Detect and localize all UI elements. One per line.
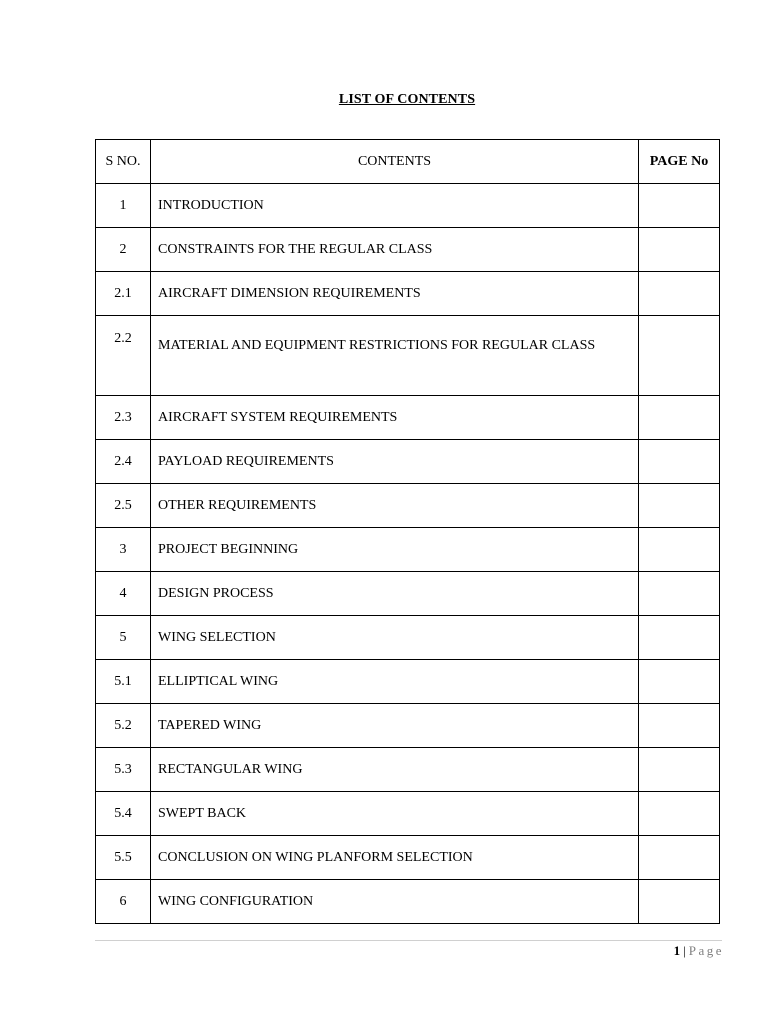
row-page bbox=[639, 440, 720, 484]
table-row bbox=[96, 616, 720, 660]
table-row bbox=[96, 484, 720, 528]
page-title: LIST OF CONTENTS bbox=[338, 92, 476, 107]
row-page bbox=[639, 704, 720, 748]
row-page bbox=[639, 660, 720, 704]
row-page bbox=[639, 396, 720, 440]
table-row bbox=[96, 228, 720, 272]
table-row bbox=[96, 836, 720, 880]
row-page bbox=[639, 748, 720, 792]
row-sno: 6 bbox=[96, 880, 151, 924]
row-sno: 2.2 bbox=[96, 316, 151, 396]
row-content: MATERIAL AND EQUIPMENT RESTRICTIONS FOR REGULAR CLASS bbox=[151, 316, 639, 396]
row-content: ELLIPTICAL WING bbox=[151, 660, 639, 704]
table-row bbox=[96, 396, 720, 440]
row-content: CONSTRAINTS FOR THE REGULAR CLASS bbox=[151, 228, 639, 272]
row-page bbox=[639, 836, 720, 880]
footer-divider bbox=[95, 940, 722, 941]
row-page bbox=[639, 228, 720, 272]
row-sno: 5.2 bbox=[96, 704, 151, 748]
row-page bbox=[639, 316, 720, 396]
row-sno: 2 bbox=[96, 228, 151, 272]
table-row bbox=[96, 660, 720, 704]
header-sno: S NO. bbox=[96, 140, 151, 184]
row-content: CONCLUSION ON WING PLANFORM SELECTION bbox=[151, 836, 639, 880]
row-sno: 5.3 bbox=[96, 748, 151, 792]
row-content: AIRCRAFT DIMENSION REQUIREMENTS bbox=[151, 272, 639, 316]
row-sno: 5 bbox=[96, 616, 151, 660]
row-content: TAPERED WING bbox=[151, 704, 639, 748]
row-sno: 2.4 bbox=[96, 440, 151, 484]
row-page bbox=[639, 484, 720, 528]
row-sno: 2.3 bbox=[96, 396, 151, 440]
table-row bbox=[96, 704, 720, 748]
row-content: INTRODUCTION bbox=[151, 184, 639, 228]
row-sno: 4 bbox=[96, 572, 151, 616]
row-page bbox=[639, 792, 720, 836]
row-content: OTHER REQUIREMENTS bbox=[151, 484, 639, 528]
contents-table bbox=[95, 139, 720, 924]
row-content: PAYLOAD REQUIREMENTS bbox=[151, 440, 639, 484]
page-footer bbox=[674, 943, 724, 959]
row-sno: 5.5 bbox=[96, 836, 151, 880]
table-row bbox=[96, 748, 720, 792]
table-row bbox=[96, 184, 720, 228]
table-row bbox=[96, 528, 720, 572]
row-sno: 2.5 bbox=[96, 484, 151, 528]
row-sno: 2.1 bbox=[96, 272, 151, 316]
row-content: SWEPT BACK bbox=[151, 792, 639, 836]
row-sno: 3 bbox=[96, 528, 151, 572]
table-row bbox=[96, 440, 720, 484]
row-page bbox=[639, 528, 720, 572]
row-page bbox=[639, 616, 720, 660]
header-page-no: PAGE No bbox=[639, 140, 720, 184]
row-page bbox=[639, 184, 720, 228]
row-content: DESIGN PROCESS bbox=[151, 572, 639, 616]
table-row bbox=[96, 880, 720, 924]
row-page bbox=[639, 572, 720, 616]
header-contents: CONTENTS bbox=[151, 140, 639, 184]
table-row bbox=[96, 792, 720, 836]
row-sno: 1 bbox=[96, 184, 151, 228]
table-row bbox=[96, 572, 720, 616]
table-header-row bbox=[96, 140, 720, 184]
row-sno: 5.1 bbox=[96, 660, 151, 704]
row-content: WING SELECTION bbox=[151, 616, 639, 660]
row-content: WING CONFIGURATION bbox=[151, 880, 639, 924]
row-content: RECTANGULAR WING bbox=[151, 748, 639, 792]
row-content: PROJECT BEGINNING bbox=[151, 528, 639, 572]
row-sno: 5.4 bbox=[96, 792, 151, 836]
row-page bbox=[639, 880, 720, 924]
row-page bbox=[639, 272, 720, 316]
footer-page-label: Page bbox=[688, 943, 724, 958]
table-row bbox=[96, 272, 720, 316]
table-row bbox=[96, 316, 720, 396]
footer-separator: | bbox=[683, 943, 686, 958]
row-content: AIRCRAFT SYSTEM REQUIREMENTS bbox=[151, 396, 639, 440]
footer-page-number: 1 bbox=[673, 943, 681, 958]
